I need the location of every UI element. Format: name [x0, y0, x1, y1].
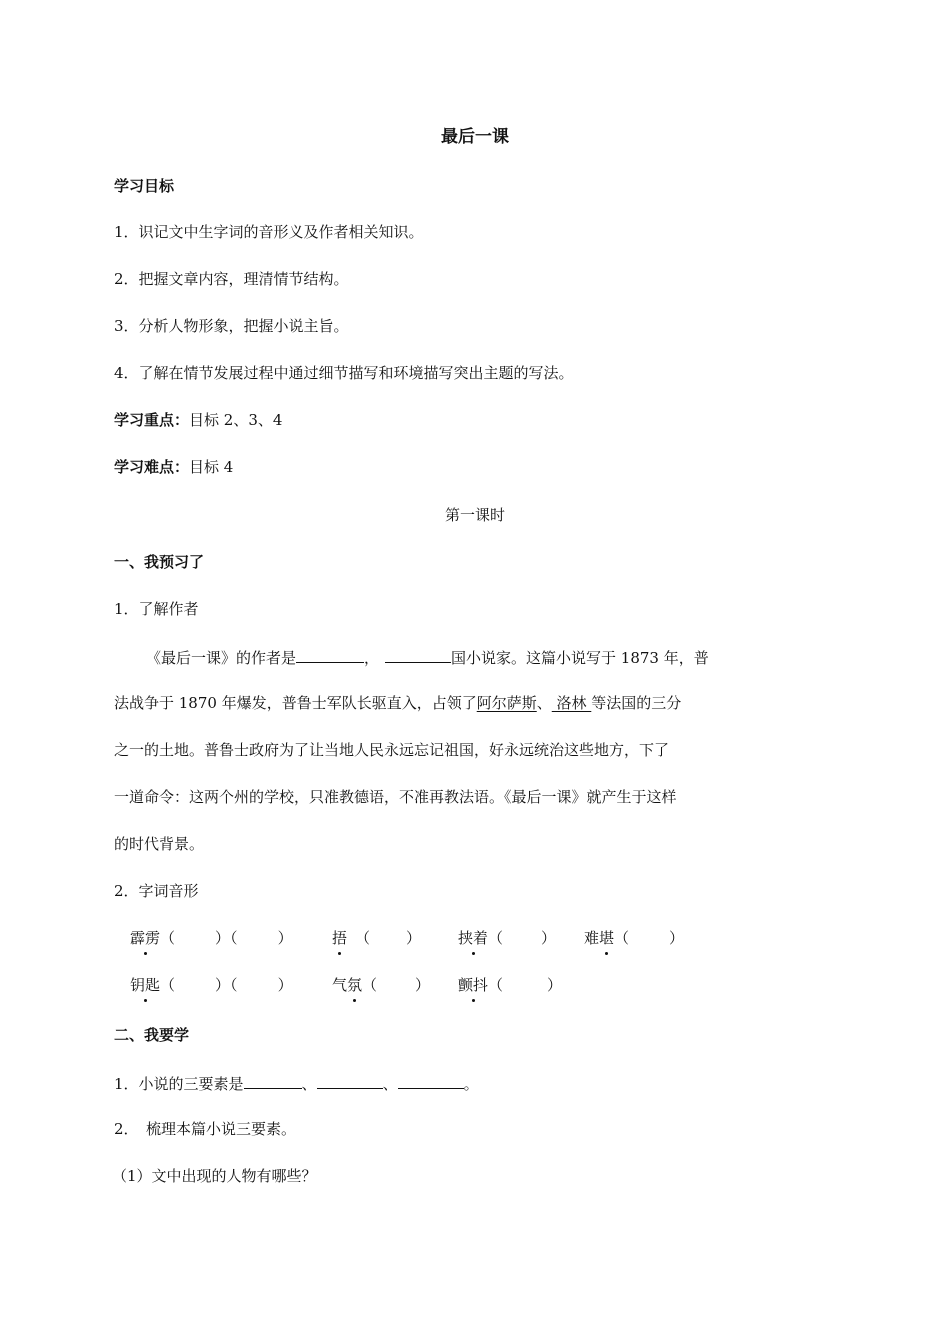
- paren-open: （: [614, 929, 630, 947]
- para-text: 《最后一课》的作者是: [146, 649, 297, 667]
- q1-text: 1．小说的三要素是: [114, 1075, 244, 1093]
- word-text: 气: [332, 976, 348, 994]
- word-text: 氛: [347, 976, 363, 994]
- para-text: 、: [536, 694, 552, 712]
- section2-heading: 二、我要学: [114, 1026, 190, 1044]
- key-points-value: 目标 2、3、4: [189, 411, 283, 429]
- word-text: 挟着: [458, 929, 489, 947]
- place-lorraine: 洛林: [551, 694, 592, 712]
- para-text: 法战争于 1870 年爆发，普鲁士军队长驱直入，占领了: [114, 694, 477, 712]
- goals-heading: 学习目标: [114, 177, 175, 195]
- para-text: 国小说家。这篇小说写于 1873 年，普: [451, 649, 709, 667]
- word-chandou: [458, 975, 562, 995]
- word-pili: [130, 928, 293, 948]
- paren-open: （: [362, 976, 378, 994]
- para-line-1: [146, 646, 709, 668]
- paren-open: （: [160, 976, 176, 994]
- lesson-label: 第一课时: [444, 506, 505, 524]
- word-text: 难: [584, 929, 600, 947]
- section1-item1: 1．了解作者: [114, 600, 199, 618]
- word-wu: [332, 928, 421, 948]
- section1-item2: 2．字词音形: [114, 882, 199, 900]
- word-yaoshi: [130, 975, 293, 995]
- para-line-5: 的时代背景。: [114, 835, 205, 853]
- section2-q2-1: （1）文中出现的人物有哪些？: [112, 1167, 317, 1185]
- paren-close: ）: [406, 929, 422, 947]
- word-text: 钥匙: [130, 976, 161, 994]
- page-title: 最后一课: [441, 127, 509, 147]
- paren-open: （: [230, 929, 238, 947]
- goal-item-1: 1．识记文中生字词的音形义及作者相关知识。: [114, 223, 424, 241]
- paren-close: ）: [277, 976, 293, 994]
- section2-q1: [114, 1072, 479, 1094]
- paren-close: ）: [547, 976, 563, 994]
- key-points-label: 学习重点：: [114, 411, 190, 429]
- q1-end: 。: [463, 1075, 479, 1093]
- element-blank-2[interactable]: [317, 1072, 383, 1089]
- section2-q2: 2． 梳理本篇小说三要素。: [114, 1120, 297, 1138]
- q1-sep: 、: [382, 1075, 398, 1093]
- para-text: ，: [364, 649, 380, 667]
- goal-item-4: 4．了解在情节发展过程中通过细节描写和环境描写突出主题的写法。: [114, 364, 574, 382]
- difficulty: [114, 457, 233, 477]
- paren-close: ）: [415, 976, 431, 994]
- para-line-2: [114, 693, 681, 713]
- key-points: [114, 410, 282, 430]
- word-xiezhe: [458, 928, 556, 948]
- word-text: 堪: [599, 929, 615, 947]
- paren-open: （: [160, 929, 176, 947]
- paren-open: （: [488, 929, 504, 947]
- word-qifen: [332, 975, 430, 995]
- word-text: 颤抖: [458, 976, 489, 994]
- difficulty-label: 学习难点：: [114, 458, 190, 476]
- goal-item-2: 2．把握文章内容，理清情节结构。: [114, 270, 349, 288]
- place-alsace: 阿尔萨斯: [476, 694, 537, 712]
- paren-open: （: [488, 976, 504, 994]
- paren-close: ）: [277, 929, 293, 947]
- word-text: 霹雳: [130, 929, 161, 947]
- author-blank[interactable]: [296, 646, 364, 663]
- element-blank-3[interactable]: [398, 1072, 464, 1089]
- paren-close: ）: [669, 929, 685, 947]
- paren-open: （: [230, 976, 238, 994]
- word-text: 捂: [332, 929, 348, 947]
- section1-heading: 一、我预习了: [114, 553, 205, 571]
- paren-open: （: [355, 929, 371, 947]
- para-line-3: 之一的土地。普鲁士政府为了让当地人民永远忘记祖国，好永远统治这些地方，下了: [114, 741, 670, 759]
- goal-item-3: 3．分析人物形象，把握小说主旨。: [114, 317, 349, 335]
- paren-close: ）: [215, 976, 231, 994]
- para-text: 等法国的三分: [591, 694, 682, 712]
- q1-sep: 、: [301, 1075, 317, 1093]
- para-line-4: 一道命令：这两个州的学校，只准教德语，不准再教法语。《最后一课》就产生于这样: [114, 788, 677, 806]
- word-nankan: [584, 928, 684, 948]
- country-blank[interactable]: [385, 646, 451, 663]
- difficulty-value: 目标 4: [189, 458, 234, 476]
- element-blank-1[interactable]: [244, 1072, 302, 1089]
- paren-close: ）: [215, 929, 231, 947]
- paren-close: ）: [541, 929, 557, 947]
